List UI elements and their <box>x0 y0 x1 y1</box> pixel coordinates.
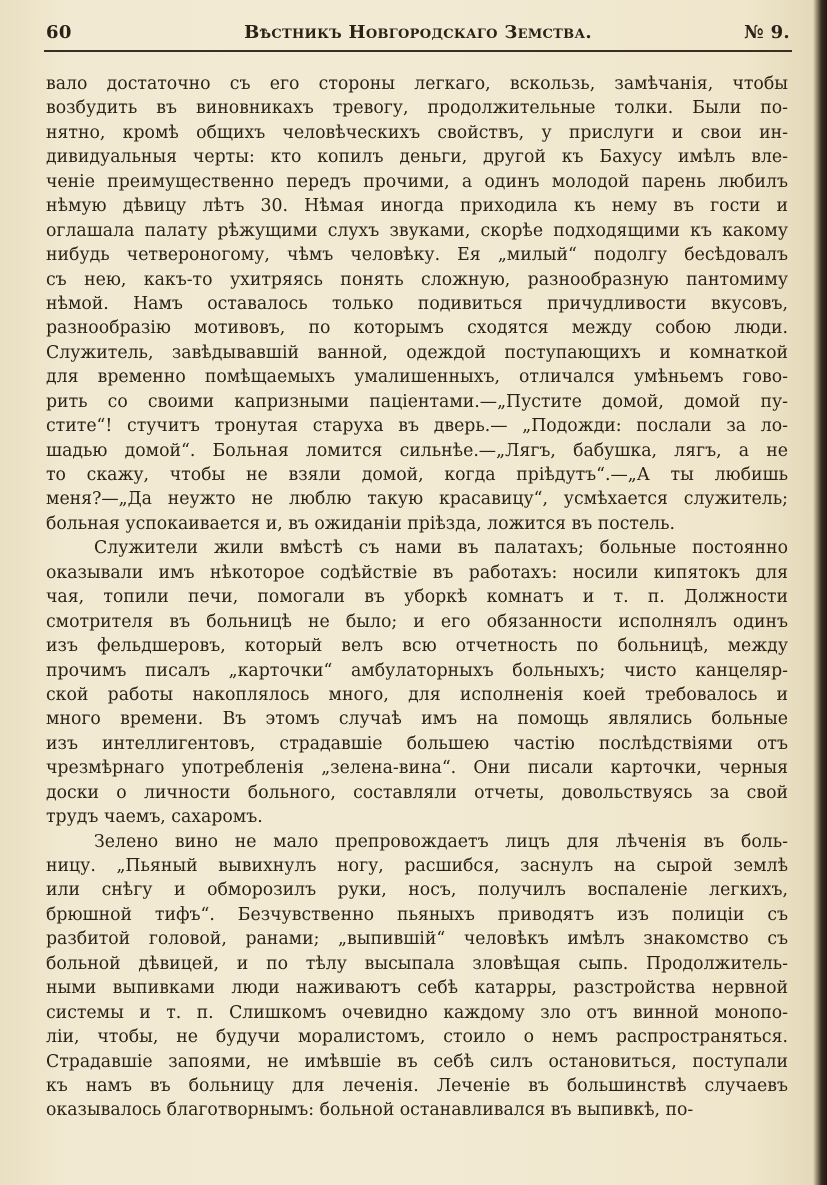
text-line: или снѣгу и обморозилъ руки, носъ, получилъ воспаленіе легкихъ, <box>46 880 788 901</box>
text-line: трудъ чаемъ, сахаромъ. <box>46 807 263 828</box>
text-line: больной дѣвицей, и по тѣлу высыпала зловѣщая сыпь. Продолжитель- <box>46 953 788 974</box>
text-line: рить со своими капризными пацiентами.—„Пустите домой, домой пу- <box>46 391 788 412</box>
text-line: больная успокаивается и, въ ожиданіи пріѣзда, ложится въ постель. <box>46 513 676 534</box>
text-line: вало достаточно съ его стороны легкаго, вскользь, замѣчанія, чтобы <box>46 74 788 94</box>
text-line: прочимъ писалъ „карточки“ амбулаторныхъ больныхъ; чисто канцеляр- <box>46 660 788 681</box>
text-line: разбитой головой, ранами; „выпившій“ человѣкъ имѣлъ знакомство съ <box>46 929 788 950</box>
text-line: оглашала палату рѣжущими слухъ звуками, скорѣе подходящими къ какому <box>46 220 788 241</box>
text-line: дивидуальныя черты: кто копилъ деньги, другой къ Бахусу имѣлъ вле- <box>46 147 788 168</box>
text-line: нѣмой. Намъ оставалось только подивиться причудливости вкусовъ, <box>46 293 788 314</box>
header-rule <box>44 50 792 52</box>
text-line: нѣмую дѣвицу лѣтъ 30. Нѣмая иногда приходила къ нему въ гости и <box>46 196 788 217</box>
text-line: оказывали имъ нѣкоторое содѣйствіе въ работахъ: носили кипятокъ для <box>46 562 788 583</box>
text-line: системы и т. п. Слишкомъ очевидно каждому зло отъ винной монопо- <box>46 1002 788 1023</box>
page-number: 60 <box>46 22 72 43</box>
text-line: оказывалось благотворнымъ: больной останавливался въ выпивкѣ, по- <box>46 1100 694 1121</box>
text-line: стите“! стучитъ тронутая старуха въ дверь.— „Подожди: послали за ло- <box>46 416 788 437</box>
text-line: ными выпивками люди наживаютъ себѣ катарры, разстройства нервной <box>46 978 788 999</box>
text-line: ницу. „Пьяный вывихнулъ ногу, расшибся, заснулъ на сырой землѣ <box>46 856 788 876</box>
article-body <box>46 72 788 1123</box>
text-line: ской работы накоплялось много, для исполненія коей требовалось и <box>46 684 788 705</box>
text-line: ченіе преимущественно передъ прочими, а одинъ молодой парень любилъ <box>46 171 788 192</box>
journal-title: Вѣстникъ Новгородскаго Земства. <box>244 22 592 43</box>
text-line: чая, топили печи, помогали въ уборкѣ комнатъ и т. п. Должности <box>46 587 788 608</box>
text-line: много времени. Въ этомъ случаѣ имъ на помощь являлись больные <box>46 709 788 730</box>
text-line: для временно помѣщаемыхъ умалишенныхъ, отличался умѣньемъ гово- <box>46 367 788 388</box>
text-line: къ намъ въ больницу для леченія. Леченіе въ большинствѣ случаевъ <box>46 1075 788 1096</box>
text-line: изъ фельдшеровъ, который велъ всю отчетность по больницѣ, между <box>46 636 788 657</box>
text-line: шадью домой“. Больная ломится сильнѣе.—„Лягъ, бабушка, лягъ, а не <box>46 440 788 461</box>
text-line: смотрителя въ больницѣ не было; и его обязанности исполнялъ одинъ <box>46 611 788 632</box>
text-line: возбудить въ виновникахъ тревогу, продолжительные толки. Были по- <box>46 98 788 119</box>
page-header <box>46 20 790 50</box>
text-line: нибудь четвероногому, чѣмъ человѣку. Ея „милый“ подолгу бесѣдовалъ <box>46 245 788 266</box>
text-line: чрезмѣрнаго употребленія „зелена-вина“. Они писали карточки, черныя <box>46 758 788 779</box>
text-line: Служители жили вмѣстѣ съ нами въ палатахъ; больные постоянно <box>94 538 788 559</box>
text-line: доски о личности больного, составляли отчеты, довольствуясь за свой <box>46 782 788 803</box>
text-line: Служитель, завѣдывавшій ванной, одеждой поступающихъ и комнаткой <box>46 342 788 363</box>
binding-shadow <box>813 0 827 1185</box>
text-line: изъ интеллигентовъ, страдавшіе большею частію послѣдствіями отъ <box>46 733 788 754</box>
text-line: Зелено вино не мало препровождаетъ лицъ для лѣченія въ боль- <box>94 831 788 852</box>
text-line: Страдавшіе запоями, не имѣвшіе въ себѣ силъ остановиться, поступали <box>46 1051 788 1072</box>
text-line: то скажу, чтобы не взяли домой, когда пріѣдутъ“.—„А ты любишь <box>46 465 788 485</box>
text-line: съ нею, какъ-то ухитряясь понять сложную, разнообразную пантомиму <box>46 269 788 290</box>
text-line: разнообразію мотивовъ, по которымъ сходятся между собою люди. <box>46 318 788 339</box>
text-line: брюшной тифъ“. Безчувственно пьяныхъ приводятъ изъ полиціи съ <box>46 904 788 925</box>
text-line: нятно, кромѣ общихъ человѣческихъ свойствъ, у прислуги и свои ин- <box>46 122 788 143</box>
text-line: меня?—„Да неужто не люблю такую красавицу“, усмѣхается служитель; <box>46 489 788 510</box>
text-line: ліи, чтобы, не будучи моралистомъ, стоило о немъ распространяться. <box>46 1027 788 1048</box>
issue-number: № 9. <box>744 22 790 43</box>
